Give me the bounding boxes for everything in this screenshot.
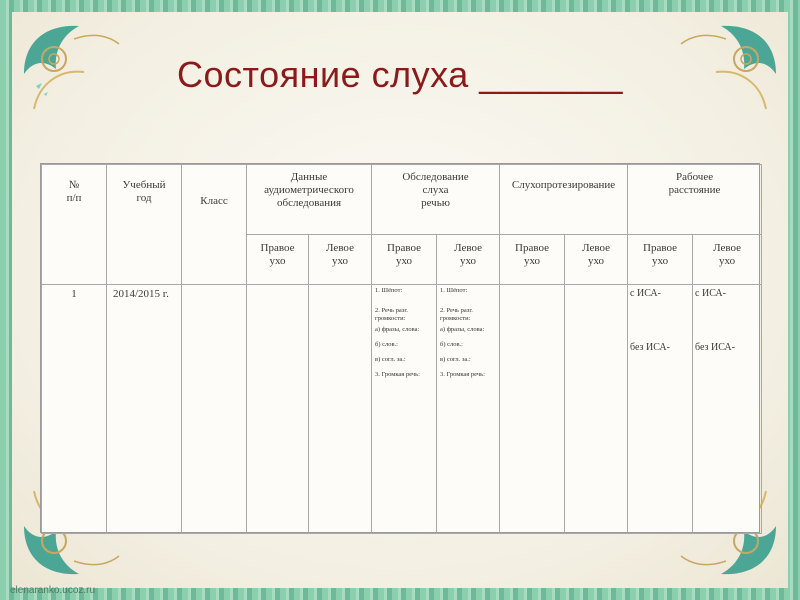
speech-item: 3. Громкая речь:: [440, 371, 485, 378]
speech-item: 1. Шёпот:: [375, 287, 403, 294]
isa-without: без ИСА-: [630, 342, 670, 353]
row-class: [182, 285, 247, 534]
speech-item: 3. Громкая речь:: [375, 371, 420, 378]
speech-item: в) согл. за.:: [440, 356, 471, 363]
sub-right-ear: Правое ухо: [500, 235, 565, 285]
row-num: 1: [42, 285, 107, 534]
sub-left-ear: Левое ухо: [565, 235, 628, 285]
speech-item: 2. Речь разг. громкости:: [440, 307, 473, 322]
watermark: elenaranko.ucoz.ru: [10, 585, 96, 596]
row-speech-left: [437, 285, 500, 534]
hearing-table: [40, 163, 760, 533]
isa-with: с ИСА-: [630, 288, 661, 299]
sub-right-ear: Правое ухо: [247, 235, 309, 285]
header-audiometry: Данные аудиометрического обследования: [247, 165, 372, 235]
slide-title: Состояние слуха _______: [177, 54, 623, 95]
speech-item: 1. Шёпот:: [440, 287, 468, 294]
row-audio-right: [247, 285, 309, 534]
sub-right-ear: Правое ухо: [372, 235, 437, 285]
speech-item: 2. Речь разг. громкости:: [375, 307, 408, 322]
sub-left-ear: Левое ухо: [309, 235, 372, 285]
header-speech-test: Обследование слуха речью: [372, 165, 500, 235]
header-num: № п/п: [42, 165, 107, 285]
row-prosthetics-right: [500, 285, 565, 534]
header-distance: Рабочее расстояние: [628, 165, 762, 235]
sub-right-ear: Правое ухо: [628, 235, 693, 285]
isa-with: с ИСА-: [695, 288, 726, 299]
row-year: 2014/2015 г.: [107, 285, 182, 534]
row-distance-left: [693, 285, 762, 534]
row-prosthetics-left: [565, 285, 628, 534]
speech-item: б) слов.:: [440, 341, 463, 348]
row-audio-left: [309, 285, 372, 534]
header-prosthetics: Слухопротезирование: [500, 165, 628, 235]
speech-item: б) слов.:: [375, 341, 398, 348]
header-class: Класс: [182, 165, 247, 285]
header-year: Учебный год: [107, 165, 182, 285]
sub-left-ear: Левое ухо: [693, 235, 762, 285]
row-speech-right: [372, 285, 437, 534]
row-distance-right: [628, 285, 693, 534]
speech-item: а) фразы, слова:: [440, 326, 485, 333]
speech-item: а) фразы, слова:: [375, 326, 420, 333]
speech-item: в) согл. за.:: [375, 356, 406, 363]
isa-without: без ИСА-: [695, 342, 735, 353]
sub-left-ear: Левое ухо: [437, 235, 500, 285]
